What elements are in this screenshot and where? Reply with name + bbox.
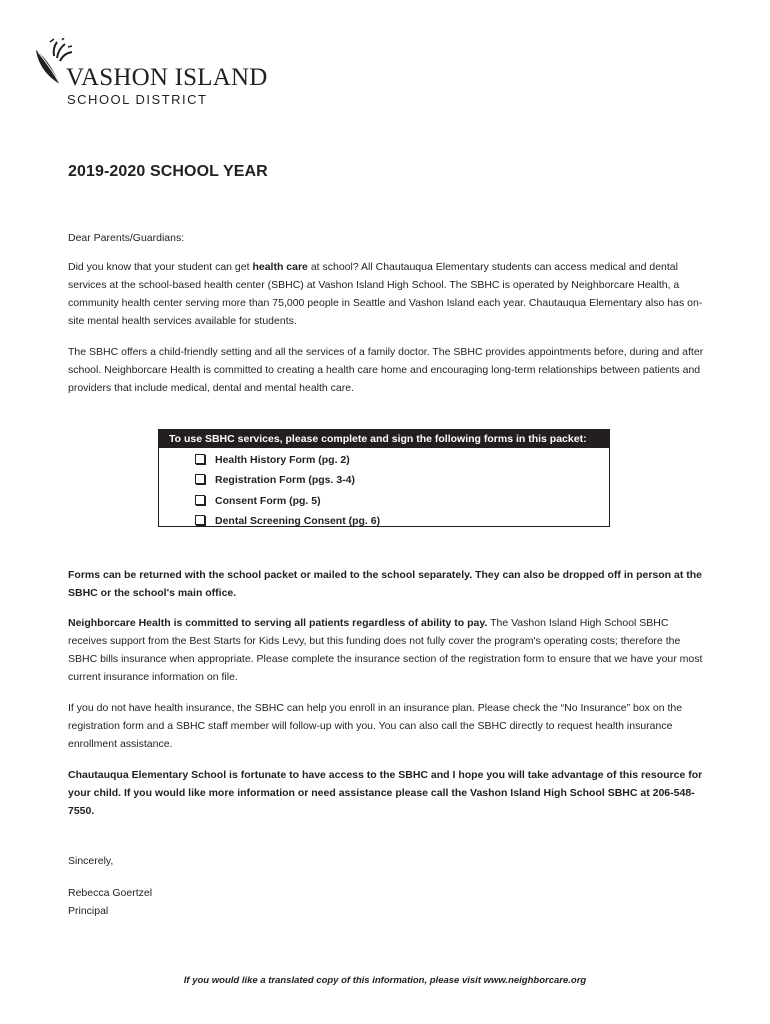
forms-checklist-header: To use SBHC services, please complete and sign the following forms in this packet:	[159, 430, 609, 448]
list-item: Health History Form (pg. 2)	[195, 450, 609, 470]
checkbox-icon	[195, 454, 205, 464]
list-item: Registration Form (pgs. 3-4)	[195, 470, 609, 490]
paragraph-returns: Forms can be returned with the school packet or mailed to the school separately. They can also be dropped off in person at the SBHC or the school's main office.	[68, 569, 703, 599]
district-logo	[34, 38, 294, 118]
district-name: VASHON ISLAND	[66, 64, 268, 91]
checkbox-icon	[195, 474, 205, 484]
salutation: Dear Parents/Guardians:	[68, 232, 185, 244]
paragraph-contact: Chautauqua Elementary School is fortunate to have access to the SBHC and I hope you will take advantage of this resource for your child. If you would like more information or need assistance please call the Vashon Island High School SBHC at 206-548-7550.	[68, 769, 703, 817]
list-item: Consent Form (pg. 5)	[195, 491, 609, 511]
closing: Sincerely,	[68, 855, 114, 867]
paragraph-intro: Did you know that your student can get health care at school? All Chautauqua Elementary students can access medical and dental services at the school-based health center (SBHC) at Vashon Island High School. The SBHC is operated by Neighborcare Health, a community health center serving more than 75,000 people in Seattle and Vashon Island each year. Chautauqua Elementary also has on-site mental health services available for students.	[68, 261, 703, 327]
forms-checklist	[159, 448, 609, 531]
forms-checklist-box	[158, 429, 610, 527]
checkbox-icon	[195, 515, 205, 525]
district-subtitle: SCHOOL DISTRICT	[67, 92, 208, 107]
signer-name: Rebecca Goertzel	[68, 887, 153, 899]
footer-note: If you would like a translated copy of this information, please visit www.neighborcare.org	[183, 975, 587, 986]
checkbox-icon	[195, 495, 205, 505]
signature-block	[68, 884, 708, 920]
paragraph-funding: Neighborcare Health is committed to serving all patients regardless of ability to pay. The Vashon Island High School SBHC receives support from the Best Starts for Kids Levy, but this funding does not fully cover the program's operating costs; therefore the SBHC bills insurance when appropriate. Please complete the insurance section of the registration form to ensure that we have your most current insurance information on file.	[68, 617, 703, 683]
page-title: 2019-2020 SCHOOL YEAR	[68, 163, 268, 180]
paragraph-insurance: If you do not have health insurance, the SBHC can help you enroll in an insurance plan. Please check the “No Insurance” box on the registration form and a SBHC staff member will follow-up with you. You can also call the SBHC directly to request health insurance enrollment assistance.	[68, 702, 683, 750]
signer-role: Principal	[68, 905, 109, 917]
list-item: Dental Screening Consent (pg. 6)	[195, 511, 609, 531]
paragraph-services: The SBHC offers a child-friendly setting and all the services of a family doctor. The SBHC provides appointments before, during and after school. Neighborcare Health is committed to creating a health care home and encouraging long-term relationships between patients and providers that include medical, dental and mental health care.	[68, 346, 704, 394]
